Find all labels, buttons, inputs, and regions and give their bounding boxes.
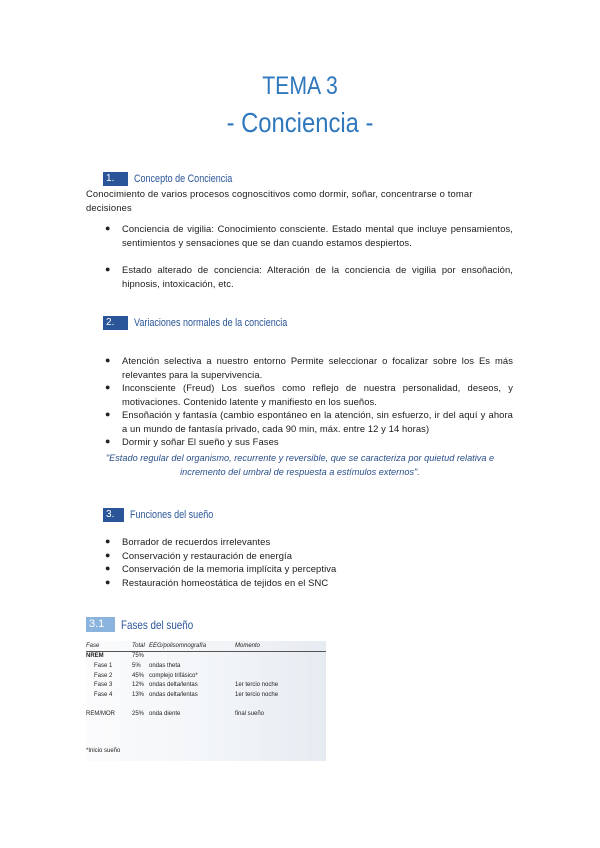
bullet-icon: ● bbox=[105, 563, 111, 573]
doc-title-line2: - Conciencia - bbox=[226, 107, 374, 138]
list-item: ● Atención selectiva a nuestro entorno Permite seleccionar o focalizar sobre los Es más relevantes para la supervivencia. bbox=[105, 355, 513, 380]
table-cell: 1er tercio noche bbox=[235, 691, 279, 698]
table-cell: 25% bbox=[132, 710, 145, 717]
section-3-list bbox=[105, 535, 513, 589]
table-cell bbox=[235, 651, 326, 661]
table-cell bbox=[235, 700, 326, 710]
list-item: ● Dormir y soñar El sueño y sus Fases bbox=[105, 436, 279, 447]
bullet-icon: ● bbox=[105, 536, 111, 546]
section-label: Concepto de Conciencia bbox=[134, 173, 233, 185]
bullet-icon: ● bbox=[105, 436, 111, 446]
table-cell: onda diente bbox=[149, 710, 181, 717]
column-header: EEG/polisomnografía bbox=[149, 641, 235, 651]
bullet-icon: ● bbox=[105, 264, 111, 274]
table-cell: 12% bbox=[132, 682, 145, 689]
table-cell: 5% bbox=[132, 662, 141, 669]
list-item: ● Conservación y restauración de energía bbox=[105, 549, 293, 561]
table-row bbox=[86, 671, 326, 681]
table-cell: Fase 4 bbox=[94, 691, 113, 698]
section-label: Fases del sueño bbox=[121, 617, 194, 632]
section-label: Variaciones normales de la conciencia bbox=[134, 317, 288, 329]
section-3-heading bbox=[103, 508, 232, 522]
section-2-heading bbox=[103, 316, 321, 330]
table-row bbox=[86, 651, 326, 661]
table-cell bbox=[132, 700, 149, 710]
column-header: Momento bbox=[235, 641, 326, 651]
table-cell: NREM bbox=[86, 653, 104, 660]
table-cell bbox=[235, 661, 326, 671]
doc-title-line1: TEMA 3 bbox=[262, 72, 338, 100]
table-cell: 75% bbox=[132, 653, 145, 660]
section-3-1-heading bbox=[86, 617, 209, 632]
column-header: Total bbox=[132, 641, 149, 651]
section-number: 1. bbox=[103, 172, 128, 186]
section-number: 2. bbox=[103, 316, 128, 330]
table-cell bbox=[86, 700, 132, 710]
list-item: ● Restauración homeostática de tejidos en el SNC bbox=[105, 576, 329, 588]
table-header-row bbox=[86, 641, 326, 651]
section-2-list bbox=[105, 354, 513, 449]
sleep-phases-table bbox=[86, 641, 326, 761]
table-cell: final sueño bbox=[235, 710, 265, 717]
section-label: Funciones del sueño bbox=[130, 509, 214, 521]
list-item: ● Borrador de recuerdos irrelevantes bbox=[105, 536, 271, 547]
bullet-icon: ● bbox=[105, 576, 111, 587]
table-footnote: *Inicio sueño bbox=[86, 748, 121, 754]
list-item: ● Inconsciente (Freud) Los sueños como reflejo de nuestra personalidad, deseos, y motivaciones. Contenido latente y manifiesto en los sueños. bbox=[105, 382, 513, 407]
section-number: 3.1 bbox=[86, 617, 115, 632]
list-item: ● Conservación de la memoria implícita y perceptiva bbox=[105, 563, 337, 574]
list-item: ● Estado alterado de conciencia: Alteración de la conciencia de vigilia por ensoñación, hipnosis, intoxicación, etc. bbox=[105, 264, 513, 289]
bullet-icon: ● bbox=[105, 355, 111, 365]
bullet-icon: ● bbox=[105, 382, 111, 392]
section-1-intro: Conocimiento de varios procesos cognoscitivos como dormir, soñar, concentrarse o tomar decisiones bbox=[86, 188, 473, 213]
column-header: Fase bbox=[86, 641, 132, 651]
bullet-icon: ● bbox=[105, 549, 111, 560]
section-1-list bbox=[105, 222, 513, 290]
table-row bbox=[86, 690, 326, 700]
table-cell: ondas delta/lentas bbox=[149, 691, 198, 698]
table-cell: REM/MOR bbox=[86, 710, 115, 717]
table-row bbox=[86, 661, 326, 671]
section-number: 3. bbox=[103, 508, 124, 522]
table-cell: 1er tercio noche bbox=[235, 682, 279, 689]
bullet-icon: ● bbox=[105, 223, 111, 233]
section-1-heading bbox=[103, 172, 254, 186]
table-cell bbox=[149, 700, 235, 710]
list-item: ● Ensoñación y fantasía (cambio espontáneo en la atención, sin esfuerzo, ir del aquí y ahora a un mundo de fantasía privado, cada 90 min, máx. entre 12 y 14 horas) bbox=[105, 409, 513, 434]
bullet-icon: ● bbox=[105, 409, 111, 419]
sleep-definition-quote: "Estado regular del organismo, recurrente y reversible, que se caracteriza por quietud relativa e incremento del umbral de respuesta a estímulos externos". bbox=[105, 453, 495, 477]
table-cell: Fase 3 bbox=[94, 682, 113, 689]
table-cell: Fase 2 bbox=[94, 672, 113, 679]
table-cell bbox=[149, 651, 235, 661]
table-cell: complejo trifásico* bbox=[149, 672, 198, 679]
table-row bbox=[86, 700, 326, 710]
table-cell: 13% bbox=[132, 691, 145, 698]
table-cell: Fase 1 bbox=[94, 662, 113, 669]
table-row bbox=[86, 709, 326, 719]
table-cell bbox=[235, 671, 326, 681]
table-cell: ondas delta/lentas bbox=[149, 682, 198, 689]
table-cell: ondas theta bbox=[149, 662, 181, 669]
table-cell: 45% bbox=[132, 672, 145, 679]
list-item: ● Conciencia de vigilia: Conocimiento consciente. Estado mental que incluye pensamientos, sentimientos y sensaciones que se dan cuando estamos despiertos. bbox=[105, 223, 513, 248]
table-row bbox=[86, 680, 326, 690]
